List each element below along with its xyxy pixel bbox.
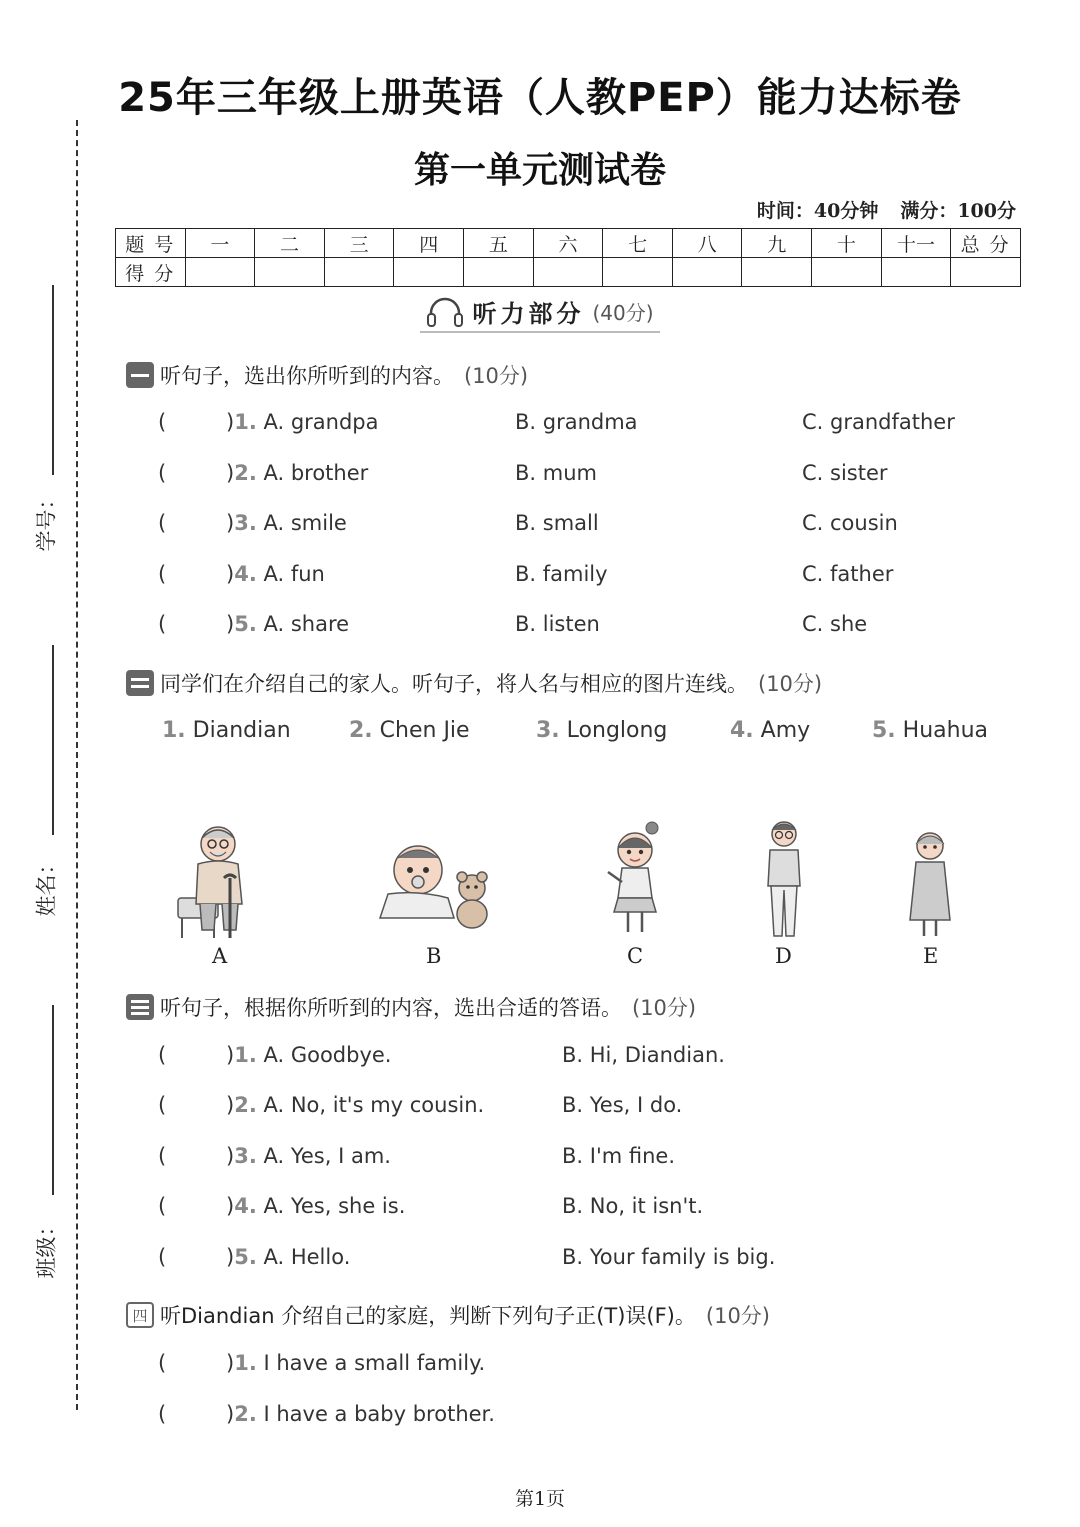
option-b: B. small <box>515 511 599 535</box>
answer-blank-close: )5. A. Hello. <box>226 1245 351 1269</box>
name-item[interactable]: 2. Chen Jie <box>349 718 470 743</box>
score-table-header-row <box>116 229 1021 258</box>
student-id-label: 学号： <box>34 488 59 552</box>
picture-letter-d: D <box>775 944 792 968</box>
score-input-cell[interactable] <box>255 258 325 287</box>
time-limit: 时间：40分钟 <box>756 200 879 222</box>
score-input-cell[interactable] <box>324 258 394 287</box>
answer-blank[interactable]: ( <box>158 1194 167 1218</box>
name-item[interactable]: 4. Amy <box>730 718 811 743</box>
answer-blank-close: )2. A. No, it's my cousin. <box>226 1093 485 1117</box>
option-c: C. grandfather <box>802 410 955 434</box>
class-label: 班级： <box>34 1215 59 1279</box>
section-2-title: 同学们在介绍自己的家人。听句子，将人名与相应的图片连线。 <box>160 672 748 696</box>
option-b: B. I'm fine. <box>562 1144 675 1168</box>
section-4-title: 听Diandian 介绍自己的家庭，判断下列句子正(T)误(F)。 <box>160 1304 696 1328</box>
tf-statement: )1. I have a small family. <box>226 1351 486 1375</box>
score-input-cell[interactable] <box>881 258 951 287</box>
option-a: A. share <box>263 612 350 636</box>
score-input-cell[interactable] <box>672 258 742 287</box>
score-input-cell[interactable] <box>951 258 1021 287</box>
main-title: 25年三年级上册英语（人教PEP）能力达标卷 <box>118 75 962 121</box>
listening-part-title: 听力部分 <box>472 300 585 328</box>
score-cell: 八 <box>672 229 742 258</box>
option-b: B. No, it isn't. <box>562 1194 704 1218</box>
full-score: 满分：100分 <box>900 200 1016 222</box>
option-a: A. brother <box>263 461 369 485</box>
score-row-label: 得分 <box>116 258 186 287</box>
answer-blank[interactable]: ( <box>158 1402 167 1426</box>
section-1-points: (10分) <box>464 364 529 388</box>
score-cell: 四 <box>394 229 464 258</box>
picture-letter-e: E <box>923 944 939 968</box>
section-3-heading <box>126 992 696 1022</box>
option-a: A. Yes, she is. <box>263 1194 406 1218</box>
time-info <box>757 196 1016 223</box>
answer-blank[interactable]: ( <box>158 1144 167 1168</box>
score-input-cell[interactable] <box>812 258 882 287</box>
score-cell: 总分 <box>951 229 1021 258</box>
baby-with-teddy-bear-picture[interactable] <box>368 836 498 936</box>
section-3-badge-icon <box>126 994 154 1020</box>
option-c: C. sister <box>802 461 888 485</box>
answer-blank[interactable]: ( <box>158 410 167 434</box>
score-cell: 一 <box>185 229 255 258</box>
name-label: 姓名： <box>34 853 59 917</box>
answer-blank-close: )4. A. fun <box>226 562 325 586</box>
answer-blank[interactable]: ( <box>158 511 167 535</box>
section-2-points: (10分) <box>758 672 823 696</box>
option-c: C. she <box>802 612 868 636</box>
score-cell: 九 <box>742 229 812 258</box>
answer-blank[interactable]: ( <box>158 461 167 485</box>
grandma-picture[interactable] <box>906 828 954 940</box>
section-1-title: 听句子，选出你所听到的内容。 <box>160 364 454 388</box>
answer-blank-close: )1. A. grandpa <box>226 410 379 434</box>
section-4-points: (10分) <box>705 1304 770 1328</box>
score-cell: 六 <box>533 229 603 258</box>
section-1-heading <box>126 360 528 390</box>
girl-picture[interactable] <box>600 820 670 940</box>
option-b: B. family <box>515 562 608 586</box>
class-line[interactable] <box>52 1005 54 1195</box>
option-a: A. grandpa <box>263 410 379 434</box>
score-cell: 五 <box>464 229 534 258</box>
man-with-glasses-picture[interactable] <box>762 818 806 942</box>
section-1-badge-icon <box>126 362 154 388</box>
tf-statement: )2. I have a baby brother. <box>226 1402 495 1426</box>
option-c: C. father <box>802 562 894 586</box>
name-item[interactable]: 3. Longlong <box>536 718 668 743</box>
score-cell: 题号 <box>116 229 186 258</box>
grandpa-picture[interactable] <box>172 818 268 942</box>
score-cell: 二 <box>255 229 325 258</box>
option-b: B. listen <box>515 612 600 636</box>
score-cell: 十一 <box>881 229 951 258</box>
page-number: 第1页 <box>514 1488 566 1510</box>
answer-blank-close: )5. A. share <box>226 612 350 636</box>
score-cell: 三 <box>324 229 394 258</box>
score-input-cell[interactable] <box>603 258 673 287</box>
score-cell: 七 <box>603 229 673 258</box>
score-table <box>115 228 1021 287</box>
option-a: A. smile <box>263 511 347 535</box>
unit-title: 第一单元测试卷 <box>413 149 666 191</box>
answer-blank[interactable]: ( <box>158 1245 167 1269</box>
answer-blank-close: )3. A. Yes, I am. <box>226 1144 391 1168</box>
picture-letter-c: C <box>627 944 644 968</box>
score-input-cell[interactable] <box>394 258 464 287</box>
option-a: A. No, it's my cousin. <box>263 1093 485 1117</box>
section-4-heading <box>126 1300 770 1330</box>
section-2-badge-icon <box>126 670 154 696</box>
option-c: C. cousin <box>802 511 898 535</box>
option-b: B. Hi, Diandian. <box>562 1043 725 1067</box>
answer-blank[interactable]: ( <box>158 1093 167 1117</box>
answer-blank-close: )3. A. smile <box>226 511 347 535</box>
option-a: A. Hello. <box>263 1245 351 1269</box>
score-cell: 十 <box>812 229 882 258</box>
option-a: A. Goodbye. <box>263 1043 392 1067</box>
answer-blank[interactable]: ( <box>158 1351 167 1375</box>
score-table-score-row <box>116 258 1021 287</box>
score-input-cell[interactable] <box>742 258 812 287</box>
section-4-badge-icon: 四 <box>126 1302 154 1328</box>
option-a: A. fun <box>263 562 325 586</box>
answer-blank[interactable]: ( <box>158 562 167 586</box>
answer-blank-close: )2. A. brother <box>226 461 369 485</box>
answer-blank-close: )4. A. Yes, she is. <box>226 1194 406 1218</box>
option-b: B. Your family is big. <box>562 1245 776 1269</box>
name-line[interactable] <box>52 645 54 835</box>
binding-margin <box>0 0 100 1527</box>
answer-blank[interactable]: ( <box>158 1043 167 1067</box>
answer-blank-close: )1. A. Goodbye. <box>226 1043 392 1067</box>
option-b: B. grandma <box>515 410 638 434</box>
score-input-cell[interactable] <box>464 258 534 287</box>
listening-part-header <box>0 294 1080 333</box>
picture-letter-b: B <box>426 944 442 968</box>
name-item[interactable]: 5. Huahua <box>872 718 989 743</box>
score-input-cell[interactable] <box>185 258 255 287</box>
headphones-icon <box>426 297 464 327</box>
option-a: A. Yes, I am. <box>263 1144 391 1168</box>
section-2-heading <box>126 668 822 698</box>
option-b: B. mum <box>515 461 597 485</box>
answer-blank[interactable]: ( <box>158 612 167 636</box>
picture-letter-a: A <box>212 944 228 968</box>
section-3-title: 听句子，根据你所听到的内容，选出合适的答语。 <box>160 996 622 1020</box>
listening-part-points: (40分) <box>592 301 654 325</box>
score-input-cell[interactable] <box>533 258 603 287</box>
name-item[interactable]: 1. Diandian <box>162 718 291 743</box>
section-3-points: (10分) <box>632 996 697 1020</box>
option-b: B. Yes, I do. <box>562 1093 683 1117</box>
